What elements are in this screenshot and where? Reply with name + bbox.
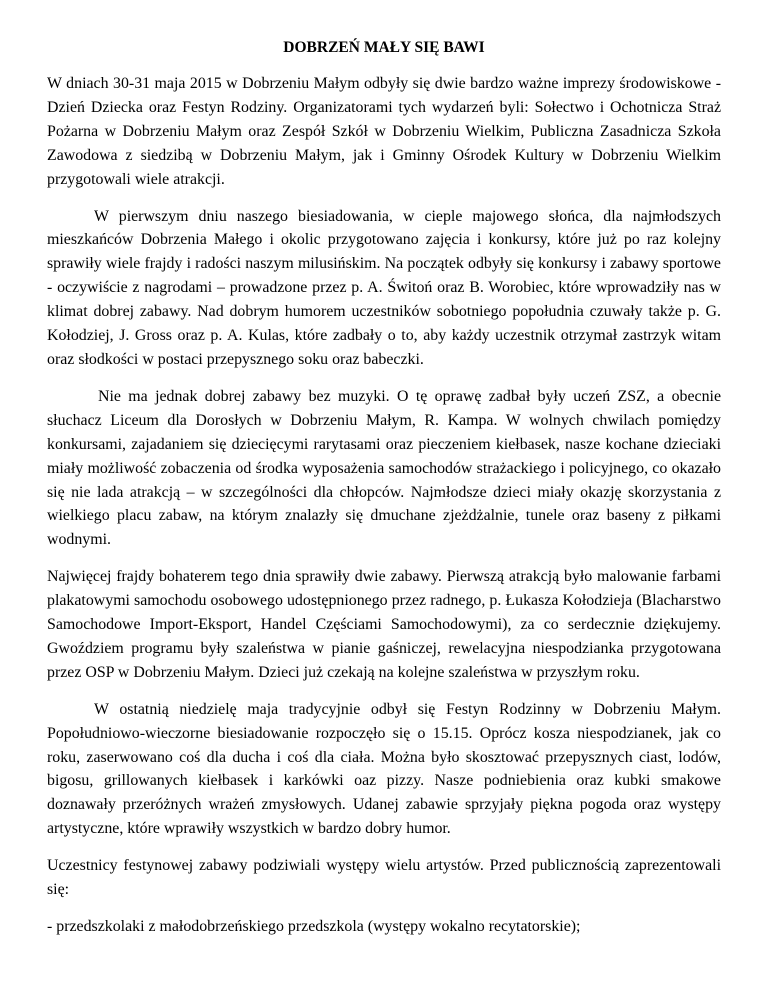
- document-title: DOBRZEŃ MAŁY SIĘ BAWI: [283, 39, 485, 56]
- paragraph-festival: W ostatnią niedzielę maja tradycyjnie odbył się Festyn Rodzinny w Dobrzeniu Małym. Popołudniowo-wieczorne biesiadowanie rozpoczęło się o 15.15. Oprócz kosza niespodzianek, jak co roku, zaserwowano coś dla ducha i coś dla ciała. Można było skosztować przepysznych ciast, lodów, bigosu, grillowanych kiełbasek i karkówki oaz pizzy. Nasze podniebienia oraz kubki smakowe doznawały przeróżnych wrażeń zmysłowych. Udanej zabawie sprzyjały piękna pogoda oraz występy artystyczne, które wprawiły wszystkich w bardzo dobry humor.: [47, 700, 721, 838]
- paragraph-intro: W dniach 30-31 maja 2015 w Dobrzeniu Małym odbyły się dwie bardzo ważne imprezy środowiskowe - Dzień Dziecka oraz Festyn Rodziny. Organizatorami tych wydarzeń byli: Sołectwo i Ochotnicza Straż Pożarna w Dobrzeniu Małym oraz Zespół Szkół w Dobrzeniu Wielkim, Publiczna Zasadnicza Szkoła Zawodowa z siedzibą w Dobrzeniu Małym, jak i Gminny Ośrodek Kultury w Dobrzeniu Wielkim przygotowali wiele atrakcji.: [47, 75, 721, 188]
- paragraph-attractions: Najwięcej frajdy bohaterem tego dnia sprawiły dwie zabawy. Pierwszą atrakcją było malowanie farbami plakatowymi samochodu osobowego udostępnionego przez radnego, p. Łukasza Kołodzieja (Blacharstwo Samochodowe Import-Eksport, Handel Częściami Samochodowymi), za co serdecznie dziękujemy. Gwoździem programu były szaleństwa w pianie gaśniczej, rewelacyjna niespodzianka przygotowana przez OSP w Dobrzeniu Małym. Dzieci już czekają na kolejne szaleństwa w przyszłym roku.: [47, 568, 721, 681]
- paragraph-music: Nie ma jednak dobrej zabawy bez muzyki. O tę oprawę zadbał były uczeń ZSZ, a obecnie słuchacz Liceum dla Dorosłych w Dobrzeniu Małym, R. Kampa. W wolnych chwilach pomiędzy konkursami, zajadaniem się dziecięcymi rarytasami oraz pieczeniem kiełbasek, nasze kochane dzieciaki miały możliwość zobaczenia od środka wyposażenia samochodów strażackiego i policyjnego, co okazało się nie lada atrakcją – w szczególności dla chłopców. Najmłodsze dzieci miały okazję skorzystania z wielkiego placu zabaw, na którym znalazły się dmuchane zjeżdżalnie, tunele oraz baseny z piłkami wodnymi.: [47, 387, 721, 549]
- paragraph-artists: Uczestnicy festynowej zabawy podziwiali występy wielu artystów. Przed publicznością zaprezentowali się:: [47, 857, 721, 899]
- list-item: - przedszkolaki z małodobrzeńskiego przedszkola (występy wokalno recytatorskie);: [47, 918, 581, 935]
- document-page: [47, 38, 721, 939]
- paragraph-first-day: W pierwszym dniu naszego biesiadowania, w cieple majowego słońca, dla najmłodszych mieszkańców Dobrzenia Małego i okolic przygotowano zajęcia i konkursy, które już po raz kolejny sprawiły wiele frajdy i radości naszym milusińskim. Na początek odbyły się konkursy i zabawy sportowe - oczywiście z nagrodami – prowadzone przez p. A. Świtoń oraz B. Worobiec, które wprowadziły nas w klimat dobrej zabawy. Nad dobrym humorem uczestników sobotniego popołudnia czuwały także p. G. Kołodziej, J. Gross oraz p. A. Kulas, które zadbały o to, aby każdy uczestnik otrzymał zastrzyk witam oraz słodkości w postaci przepysznego soku oraz babeczki.: [47, 207, 721, 368]
